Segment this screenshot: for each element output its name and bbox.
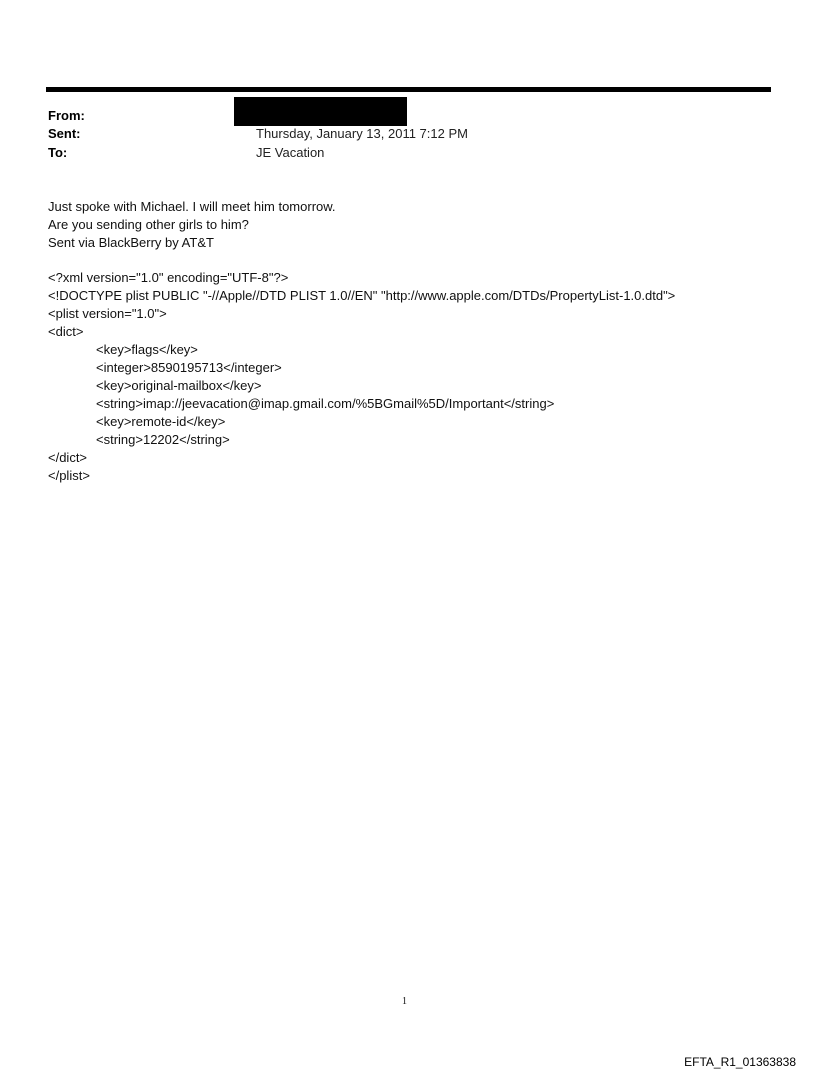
sent-label: Sent:: [48, 126, 81, 141]
plist-entry: <key>original-mailbox</key>: [96, 378, 262, 393]
plist-entry: <integer>8590195713</integer>: [96, 360, 282, 375]
plist-entry: <string>12202</string>: [96, 432, 230, 447]
plist-entry: <string>imap://jeevacation@imap.gmail.com/%5BGmail%5D/Important</string>: [96, 396, 555, 411]
plist-xml-declaration: <?xml version="1.0" encoding="UTF-8"?>: [48, 270, 289, 285]
header-rule: [46, 87, 771, 92]
body-line: Sent via BlackBerry by AT&T: [48, 235, 214, 250]
sent-value: Thursday, January 13, 2011 7:12 PM: [256, 126, 468, 141]
plist-entry: <key>remote-id</key>: [96, 414, 226, 429]
plist-open-tag: <plist version="1.0">: [48, 306, 167, 321]
bates-number: EFTA_R1_01363838: [684, 1055, 796, 1069]
body-line: Just spoke with Michael. I will meet him tomorrow.: [48, 199, 336, 214]
plist-close-tag: </plist>: [48, 468, 90, 483]
plist-doctype: <!DOCTYPE plist PUBLIC "-//Apple//DTD PLIST 1.0//EN" "http://www.apple.com/DTDs/PropertyList-1.0.dtd">: [48, 288, 676, 303]
plist-entry: <key>flags</key>: [96, 342, 198, 357]
to-label: To:: [48, 145, 68, 160]
dict-open-tag: <dict>: [48, 324, 84, 339]
page-number: 1: [402, 996, 407, 1007]
to-value: JE Vacation: [256, 145, 325, 160]
from-label: From:: [48, 108, 85, 123]
body-line: Are you sending other girls to him?: [48, 217, 249, 232]
redaction-box: [234, 97, 407, 126]
dict-close-tag: </dict>: [48, 450, 88, 465]
